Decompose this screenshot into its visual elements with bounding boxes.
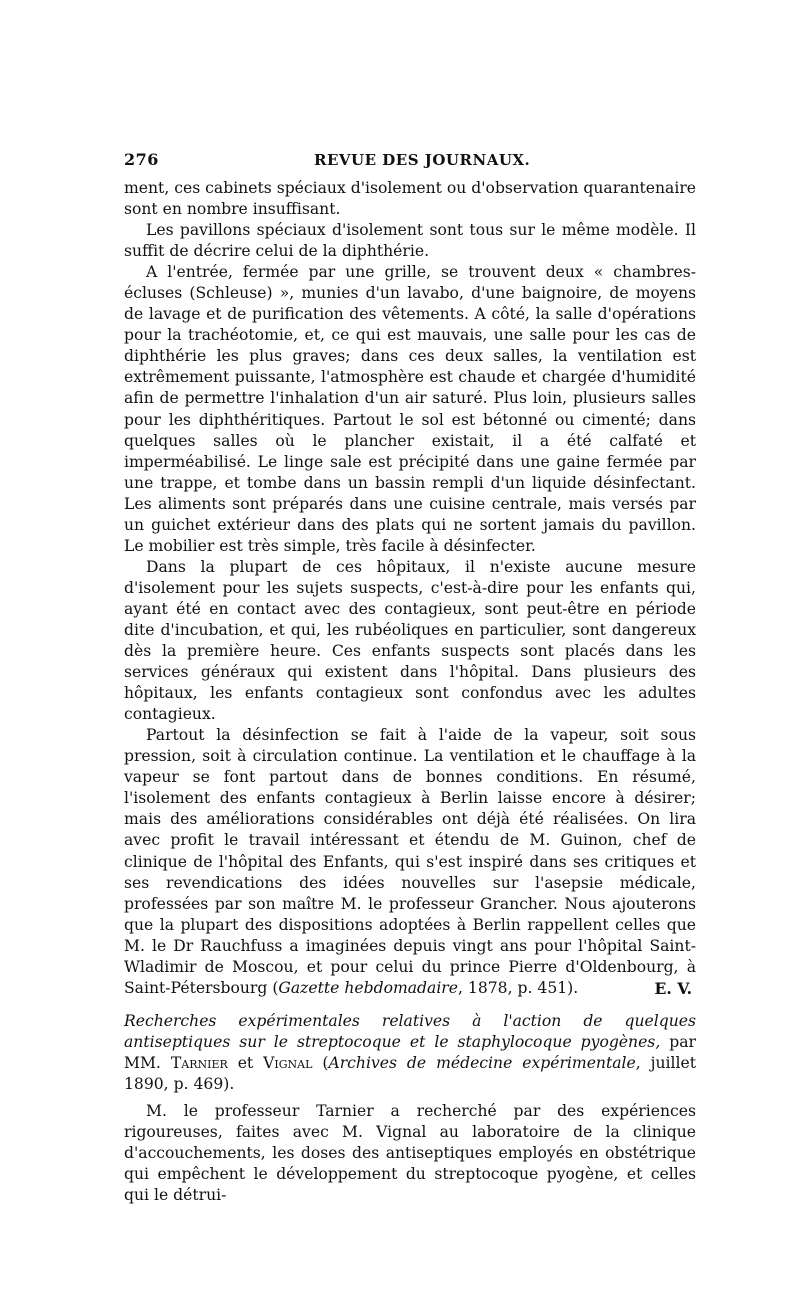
reference-and: et	[227, 1053, 264, 1072]
paragraph-entree: A l'entrée, fermée par une grille, se trouvent deux « chambres-écluses (Schleuse) », munies d'un lavabo, d'une baignoire, de moyens de lavage et de purification des vêtements. A côté, la salle d'opérations pour la trachéotomie, et, ce qui est mauvais, une salle pour les cas de diphthérie les plus graves; dans ces deux salles, la ventilation est extrêmement puissante, l'atmosphère est chaude et chargée d'humidité afin de permettre l'inhalation d'un air saturé. Plus loin, plusieurs salles pour les diphthéritiques. Partout le sol est bétonné ou cimenté; dans quelques salles où le plancher existait, il a été calfaté et imperméabilisé. Le linge sale est précipité dans une gaine fermée par une trappe, et tombe dans un bassin rempli d'un liquide désinfectant. Les aliments sont préparés dans une cuisine centrale, mais versés par un guichet extérieur dans des plats qui ne sortent jamais du pavillon. Le mobilier est très simple, très facile à désinfecter.	[124, 263, 696, 555]
page-header	[124, 150, 696, 178]
page-number: 276	[124, 150, 159, 169]
reference-by: par MM.	[124, 1032, 696, 1072]
paragraph-continuation: ment, ces cabinets spéciaux d'isolement ou d'observation quarantenaire sont en nombre insuffisant.	[124, 179, 696, 219]
signature: E. V.	[654, 978, 692, 998]
paragraph-desinfection-text: Partout la désinfection se fait à l'aide de la vapeur, soit sous pression, soit à circulation continue. La ventilation et le chauffage à la vapeur se font partout dans de bonnes conditions. En résumé, l'isolement des enfants contagieux à Berlin laisse encore à désirer; mais des améliorations considérables ont déjà été réalisées. On lira avec profit le travail intéressant et étendu de M. Guinon, chef de clinique de l'hôpital des Enfants, qui s'est inspiré dans ses critiques et ses revendications des idées nouvelles sur l'asepsie médicale, professées par son maître M. le professeur Grancher. Nous ajouterons que la plupart des dispositions adoptées à Berlin rappellent celles que M. le Dr Rauchfuss a imaginées depuis vingt ans pour l'hôpital Saint-Wladimir de Moscou, et pour celui du prince Pierre d'Oldenbourg, à Saint-Pétersbourg (	[124, 726, 696, 997]
journal-gazette: Gazette hebdomadaire	[278, 978, 458, 997]
reference-heading	[124, 1011, 696, 1095]
reference-open: (	[312, 1053, 329, 1072]
paragraph-pavillons: Les pavillons spéciaux d'isolement sont tous sur le même modèle. Il suffit de décrire celui de la diphthérie.	[124, 221, 696, 261]
reference-author-vignal: Vignal	[263, 1053, 313, 1072]
paragraph-desinfection-end: , 1878, p. 451).	[458, 978, 579, 997]
reference-details: , juillet 1890, p. 469).	[124, 1053, 696, 1093]
reference-title: Recherches expérimentales relatives à l'action de quelques antiseptiques sur le streptocoque et le staphylocoque pyogènes,	[124, 1011, 696, 1051]
paragraph-tarnier: M. le professeur Tarnier a recherché par des expériences rigoureuses, faites avec M. Vignal au laboratoire de la clinique d'accouchements, les doses des antiseptiques employés en obstétrique qui empêchent le développement du streptocoque pyogène, et celles qui le détrui-	[124, 1102, 696, 1205]
reference-journal: Archives de médecine expérimentale	[328, 1053, 636, 1072]
paragraph-desinfection	[124, 725, 696, 999]
reference-author-tarnier: Tarnier	[170, 1053, 228, 1072]
running-title: REVUE DES JOURNAUX.	[314, 151, 531, 169]
paragraph-hopitaux: Dans la plupart de ces hôpitaux, il n'existe aucune mesure d'isolement pour les sujets suspects, c'est-à-dire pour les enfants qui, ayant été en contact avec des contagieux, sont peut-être en période dite d'incubation, et qui, les rubéoliques en particulier, sont dangereux dès la première heure. Ces enfants suspects sont placés dans les services généraux qui existent dans l'hôpital. Dans plusieurs des hôpitaux, les enfants contagieux sont confondus avec les adultes contagieux.	[124, 557, 696, 724]
document-page	[124, 150, 696, 1206]
